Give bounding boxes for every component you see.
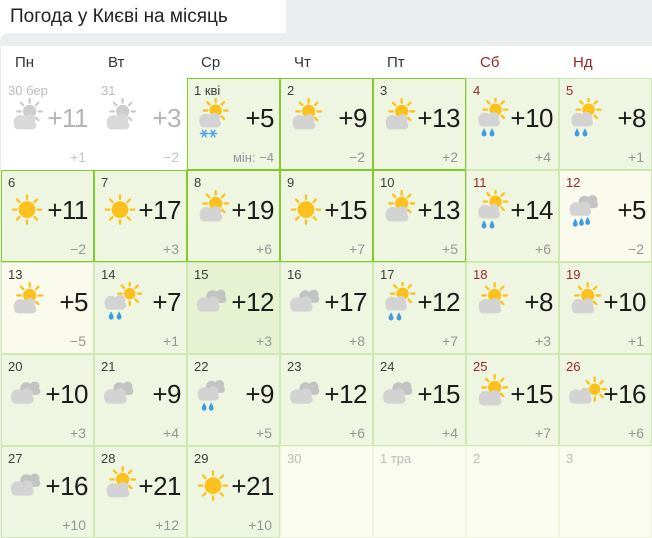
day-number: 3 [566,451,574,466]
weekday-label-чт: Чт [294,53,311,71]
day-cell[interactable] [1,262,94,354]
day-number: 1 тра [380,451,412,466]
night-temperature: +1 [628,149,644,165]
day-number: 13 [8,267,23,282]
sun-icon [4,190,50,231]
clouds-rain-icon [190,374,236,415]
night-temperature: +8 [349,333,365,349]
sun-cloud-icon [376,98,422,139]
day-cell[interactable] [559,354,652,446]
day-temperature: +11 [47,195,88,225]
weekday-label-нд: Нд [573,53,593,71]
day-cell[interactable] [280,170,373,262]
sun-cloud-icon [190,190,236,231]
day-temperature: +16 [603,379,646,409]
day-cell[interactable] [373,170,466,262]
day-temperature: +19 [231,195,274,225]
weekday-header-row [0,46,652,78]
day-cell[interactable] [466,262,559,354]
calendar-panel-top [0,33,652,46]
sun-cloud-icon [4,282,50,323]
night-temperature: −5 [70,333,86,349]
night-temperature: −2 [163,149,179,165]
weekday-label-ср: Ср [201,53,221,71]
sun-cloud-rain-icon [562,98,608,139]
day-number: 28 [101,451,116,466]
day-temperature: +15 [510,379,553,409]
day-cell[interactable] [559,262,652,354]
day-temperature: +13 [417,103,460,133]
day-cell [1,78,94,170]
day-temperature: +15 [324,195,367,225]
sun-cloud-snow-icon [190,98,236,139]
day-cell[interactable] [1,446,94,538]
day-number: 5 [566,83,574,98]
clouds-icon [376,374,422,415]
day-cell[interactable] [559,78,652,170]
sun-cloud-icon [376,190,422,231]
day-temperature: +9 [245,379,274,409]
day-number: 17 [380,267,395,282]
cloud-sun-rain-icon [97,282,143,323]
clouds-icon [97,374,143,415]
day-temperature: +17 [324,287,367,317]
sun-cloud-icon [4,98,50,139]
day-temperature: +5 [617,195,646,225]
day-cell[interactable] [373,78,466,170]
night-temperature: −2 [349,149,365,165]
day-temperature: +10 [45,379,88,409]
day-cell[interactable] [187,262,280,354]
day-cell[interactable] [1,354,94,446]
night-temperature: +6 [349,425,365,441]
day-temperature: +9 [152,379,181,409]
day-temperature: +16 [45,471,88,501]
page-header [0,0,652,46]
day-temperature: +10 [603,287,646,317]
clouds-icon [190,282,236,323]
day-temperature: +12 [231,287,274,317]
clouds-icon [283,374,329,415]
clouds-rain-heavy-icon [562,190,608,231]
day-temperature: +21 [231,471,274,501]
day-temperature: +7 [152,287,181,317]
day-number: 2 [287,83,295,98]
day-number: 18 [473,267,488,282]
day-cell[interactable] [466,78,559,170]
night-temperature: +7 [442,333,458,349]
sun-icon [283,190,329,231]
day-temperature: +5 [245,103,274,133]
day-temperature: +12 [324,379,367,409]
day-cell [94,78,187,170]
day-cell[interactable] [94,446,187,538]
day-number: 31 [101,83,116,98]
day-cell[interactable] [94,262,187,354]
day-number: 30 [287,451,302,466]
sun-cloud-icon [97,466,143,507]
day-number: 19 [566,267,581,282]
day-number: 25 [473,359,488,374]
weekday-label-пн: Пн [15,53,35,71]
page-title: Погода у Києві на місяць [10,3,242,33]
day-number: 9 [287,175,295,190]
weekday-label-сб: Сб [480,53,500,71]
day-temperature: +8 [524,287,553,317]
night-temperature: +12 [155,517,179,533]
night-temperature: +6 [256,241,272,257]
sun-cloud-icon [562,282,608,323]
night-temperature: +6 [535,241,551,257]
day-number: 30 бер [8,83,48,98]
day-temperature: +9 [338,103,367,133]
sun-cloud-rain-icon [469,190,515,231]
day-cell[interactable] [187,354,280,446]
day-number: 6 [8,175,16,190]
night-temperature: +7 [535,425,551,441]
day-temperature: +15 [417,379,460,409]
day-cell [280,446,373,538]
day-cell[interactable] [466,354,559,446]
day-number: 15 [194,267,209,282]
day-cell[interactable] [466,170,559,262]
day-number: 8 [194,175,202,190]
day-cell[interactable] [373,354,466,446]
night-temperature: +7 [349,241,365,257]
night-temperature: +4 [163,425,179,441]
sun-icon [190,466,236,507]
day-number: 11 [473,175,487,190]
day-number: 27 [8,451,23,466]
day-cell[interactable] [187,170,280,262]
day-cell[interactable] [187,78,280,170]
day-cell[interactable] [94,170,187,262]
sun-cloud-icon [469,374,515,415]
sun-cloud-rain-icon [469,98,515,139]
night-temperature: +5 [256,425,272,441]
day-number: 23 [287,359,302,374]
day-number: 21 [101,359,116,374]
day-number: 10 [380,175,395,190]
weekday-label-вт: Вт [108,53,125,71]
day-cell[interactable] [559,170,652,262]
day-number: 29 [194,451,209,466]
clouds-icon [4,466,50,507]
weekday-label-пт: Пт [387,53,405,71]
day-temperature: +5 [59,287,88,317]
day-temperature: +12 [417,287,460,317]
night-temperature: +3 [256,333,272,349]
day-cell [373,446,466,538]
day-cell [466,446,559,538]
night-temperature: +10 [248,517,272,533]
night-temperature: +3 [70,425,86,441]
day-number: 2 [473,451,481,466]
day-temperature: +13 [417,195,460,225]
day-temperature: +10 [510,103,553,133]
day-cell[interactable] [94,354,187,446]
day-number: 26 [566,359,581,374]
min-temperature-label: мін: −4 [232,150,274,165]
day-cell[interactable] [373,262,466,354]
day-temperature: +17 [138,195,181,225]
night-temperature: +3 [163,241,179,257]
sun-cloud-rain-icon [376,282,422,323]
day-cell[interactable] [280,262,373,354]
night-temperature: +1 [70,149,86,165]
day-temperature: +8 [617,103,646,133]
night-temperature: +4 [535,149,551,165]
day-temperature: +21 [138,471,181,501]
day-number: 22 [194,359,209,374]
sun-icon [97,190,143,231]
day-number: 7 [101,175,109,190]
clouds-icon [4,374,50,415]
day-cell [559,446,652,538]
day-number: 1 кві [194,83,221,98]
day-cell[interactable] [1,170,94,262]
night-temperature: +1 [628,333,644,349]
day-number: 14 [101,267,116,282]
night-temperature: −2 [70,241,86,257]
night-temperature: +1 [163,333,179,349]
day-number: 24 [380,359,395,374]
night-temperature: +10 [62,517,86,533]
day-cell[interactable] [280,78,373,170]
night-temperature: +3 [535,333,551,349]
day-number: 3 [380,83,388,98]
day-number: 20 [8,359,23,374]
sun-cloud-icon [97,98,143,139]
day-number: 4 [473,83,481,98]
day-cell[interactable] [187,446,280,538]
day-temperature: +14 [510,195,553,225]
sun-cloud-icon [469,282,515,323]
night-temperature: +6 [628,425,644,441]
night-temperature: +5 [442,241,458,257]
cloud-sun-icon [562,374,608,415]
day-number: 16 [287,267,302,282]
day-temperature: +3 [152,103,181,133]
day-cell[interactable] [280,354,373,446]
month-calendar [0,78,652,538]
night-temperature: −2 [628,241,644,257]
day-temperature: +11 [47,103,88,133]
clouds-icon [283,282,329,323]
night-temperature: +2 [442,149,458,165]
sun-cloud-icon [283,98,329,139]
night-temperature: +4 [442,425,458,441]
day-number: 12 [566,175,581,190]
